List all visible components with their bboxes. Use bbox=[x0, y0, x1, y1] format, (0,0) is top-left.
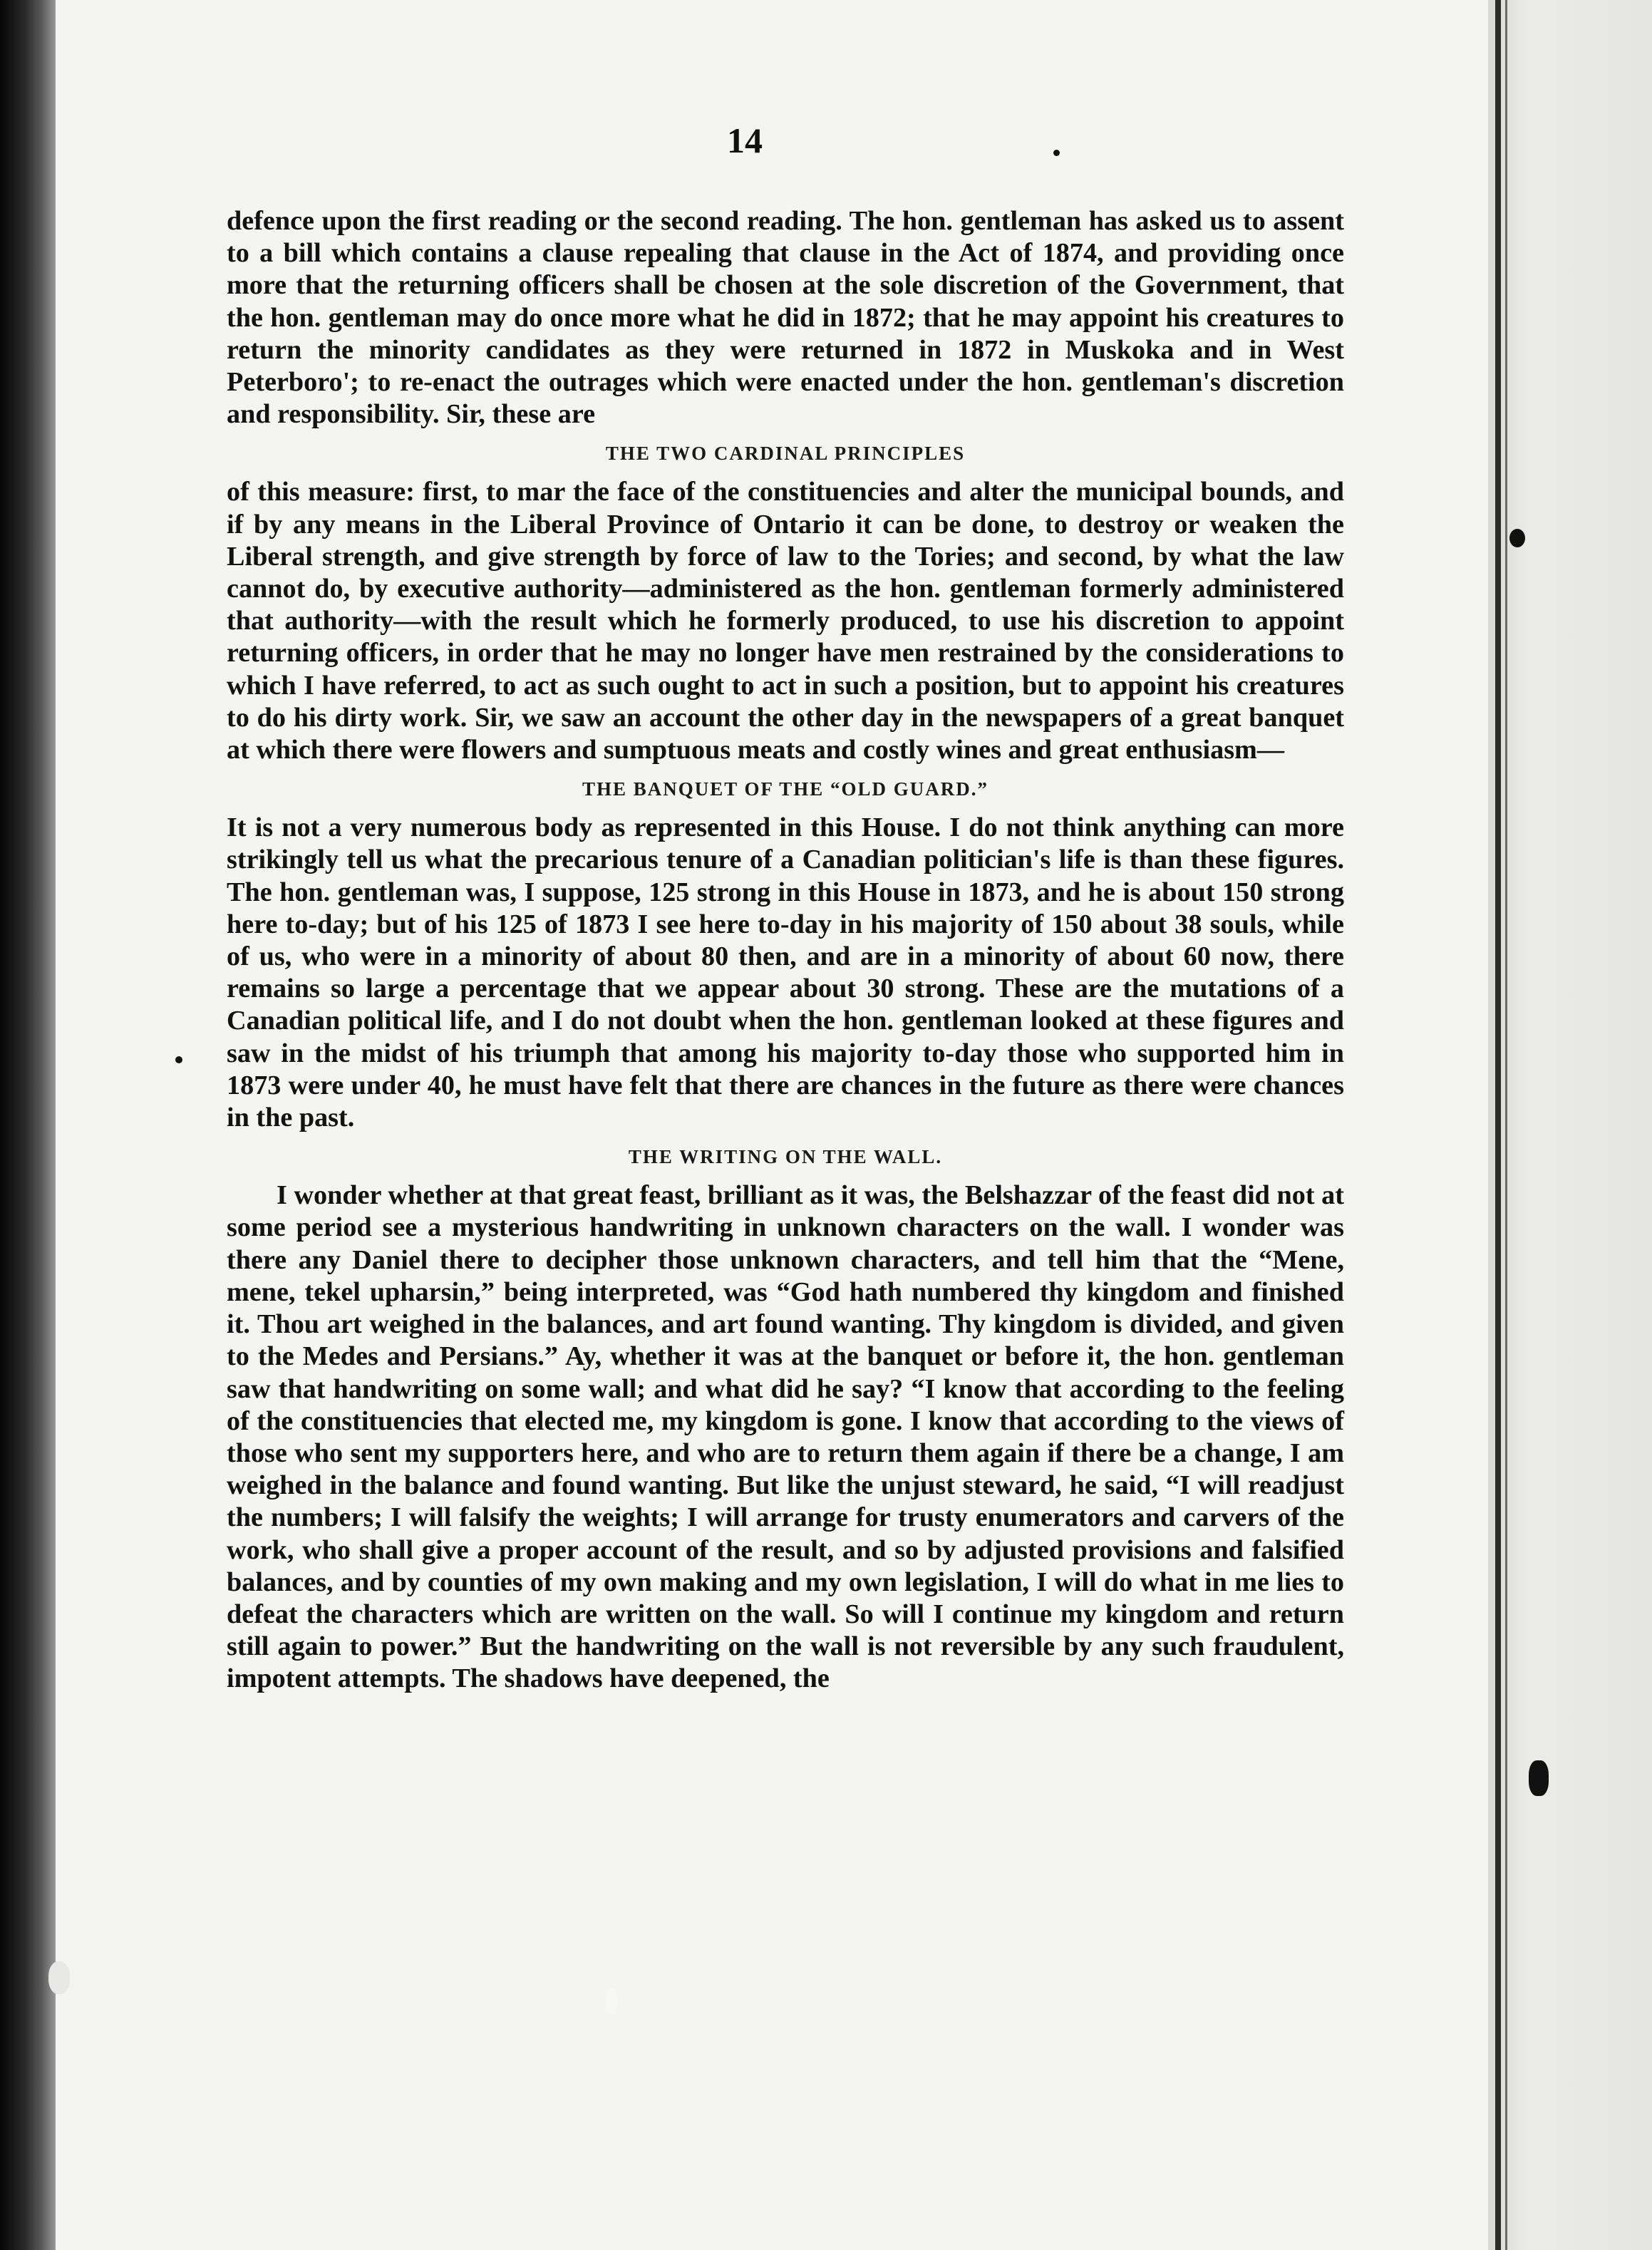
ink-speck bbox=[175, 1056, 182, 1063]
paragraph: I wonder whether at that great feast, brilliant as it was, the Belshazzar of the feast did not at some period see a mysterious handwriting in unknown characters on the wall. I wonder was there any Daniel there to decipher those unknown characters, and tell him that the “Mene, mene, tekel upharsin,” being interpreted, was “God hath numbered thy kingdom and finished it. Thou art weighed in the balances, and art found wanting. Thy kingdom is divided, and given to the Medes and Persians.” Ay, whether it was at the banquet or before it, the hon. gentleman saw that handwriting on some wall; and what did he say? “I know that according to the feeling of the constituencies that elected me, my kingdom is gone. I know that according to the views of those who sent my supporters here, and who are to return them again if there be a change, I am weighed in the balance and found wanting. But like the unjust steward, he said, “I will readjust the numbers; I will falsify the weights; I will arrange for trusty enumerators and carvers of the work, who shall give a proper account of the result, and so by adjusted provisions and falsified balances, and by counties of my own making and my own legislation, I will do what in me lies to defeat the characters which are written on the wall. So will I continue my kingdom and return still again to power.” But the handwriting on the wall is not reversible by any such fraudulent, impotent attempts. The shadows have deepened, the bbox=[227, 1180, 1344, 1694]
page-fold-shadow bbox=[1505, 0, 1507, 2250]
section-heading: THE BANQUET OF THE “OLD GUARD.” bbox=[582, 778, 989, 800]
adjacent-page-edge bbox=[1488, 0, 1652, 2250]
paper-blot bbox=[606, 1988, 617, 2014]
ink-speck bbox=[1053, 150, 1060, 156]
book-spine-shadow bbox=[0, 0, 56, 2250]
ink-speck bbox=[1509, 529, 1525, 547]
ink-speck bbox=[1529, 1760, 1549, 1796]
body-text bbox=[227, 205, 1344, 1696]
section-heading: THE TWO CARDINAL PRINCIPLES bbox=[605, 443, 966, 465]
paragraph: defence upon the first reading or the second reading. The hon. gentleman has asked us to assent to a bill which contains a clause repealing that clause in the Act of 1874, and providing once more that the returning officers shall be chosen at the sole discretion of the Government, that the hon. gentleman may do once more what he did in 1872; that he may appoint his creatures to return the minority candidates as they were returned in 1872 in Muskoka and in West Peterboro'; to re-enact the outrages which were enacted under the hon. gentleman's discretion and responsibility. Sir, these are bbox=[227, 206, 1344, 430]
page-fold-line bbox=[1495, 0, 1501, 2250]
paragraph: It is not a very numerous body as represented in this House. I do not think anything can more strikingly tell us what the precarious tenure of a Canadian politician's life is than these figures. The hon. gentleman was, I suppose, 125 strong in this House in 1873, and he is about 150 strong here to-day; but of his 125 of 1873 I see here to-day in his majority of 150 about 38 souls, while of us, who were in a minority of about 80 then, and are in a minority of about 60 now, there remains so large a percentage that we appear about 30 strong. These are the mutations of a Canadian political life, and I do not doubt when the hon. gentleman looked at these figures and saw in the midst of his triumph that among his majority to-day those who supported him in 1873 were under 40, he must have felt that there are chances in the future as there were chances in the past. bbox=[227, 812, 1344, 1133]
paper-blot bbox=[48, 1961, 70, 1994]
section-heading: THE WRITING ON THE WALL. bbox=[628, 1146, 943, 1168]
page-number: 14 bbox=[727, 120, 763, 160]
paragraph: of this measure: first, to mar the face of the constituencies and alter the municipal bounds, and if by any means in the Liberal Province of Ontario it can be done, to destroy or weaken the Liberal strength, and give strength by force of law to the Tories; and second, by what the law cannot do, by executive authority—administered as the hon. gentleman formerly administered that authority—with the result which he formerly produced, to use his discretion to appoint returning officers, in order that he may no longer have men restrained by the considerations to which I have referred, to act as such ought to act in such a position, but to appoint his creatures to do his dirty work. Sir, we saw an account the other day in the newspapers of a great banquet at which there were flowers and sumptuous meats and costly wines and great enthusiasm— bbox=[227, 477, 1344, 765]
